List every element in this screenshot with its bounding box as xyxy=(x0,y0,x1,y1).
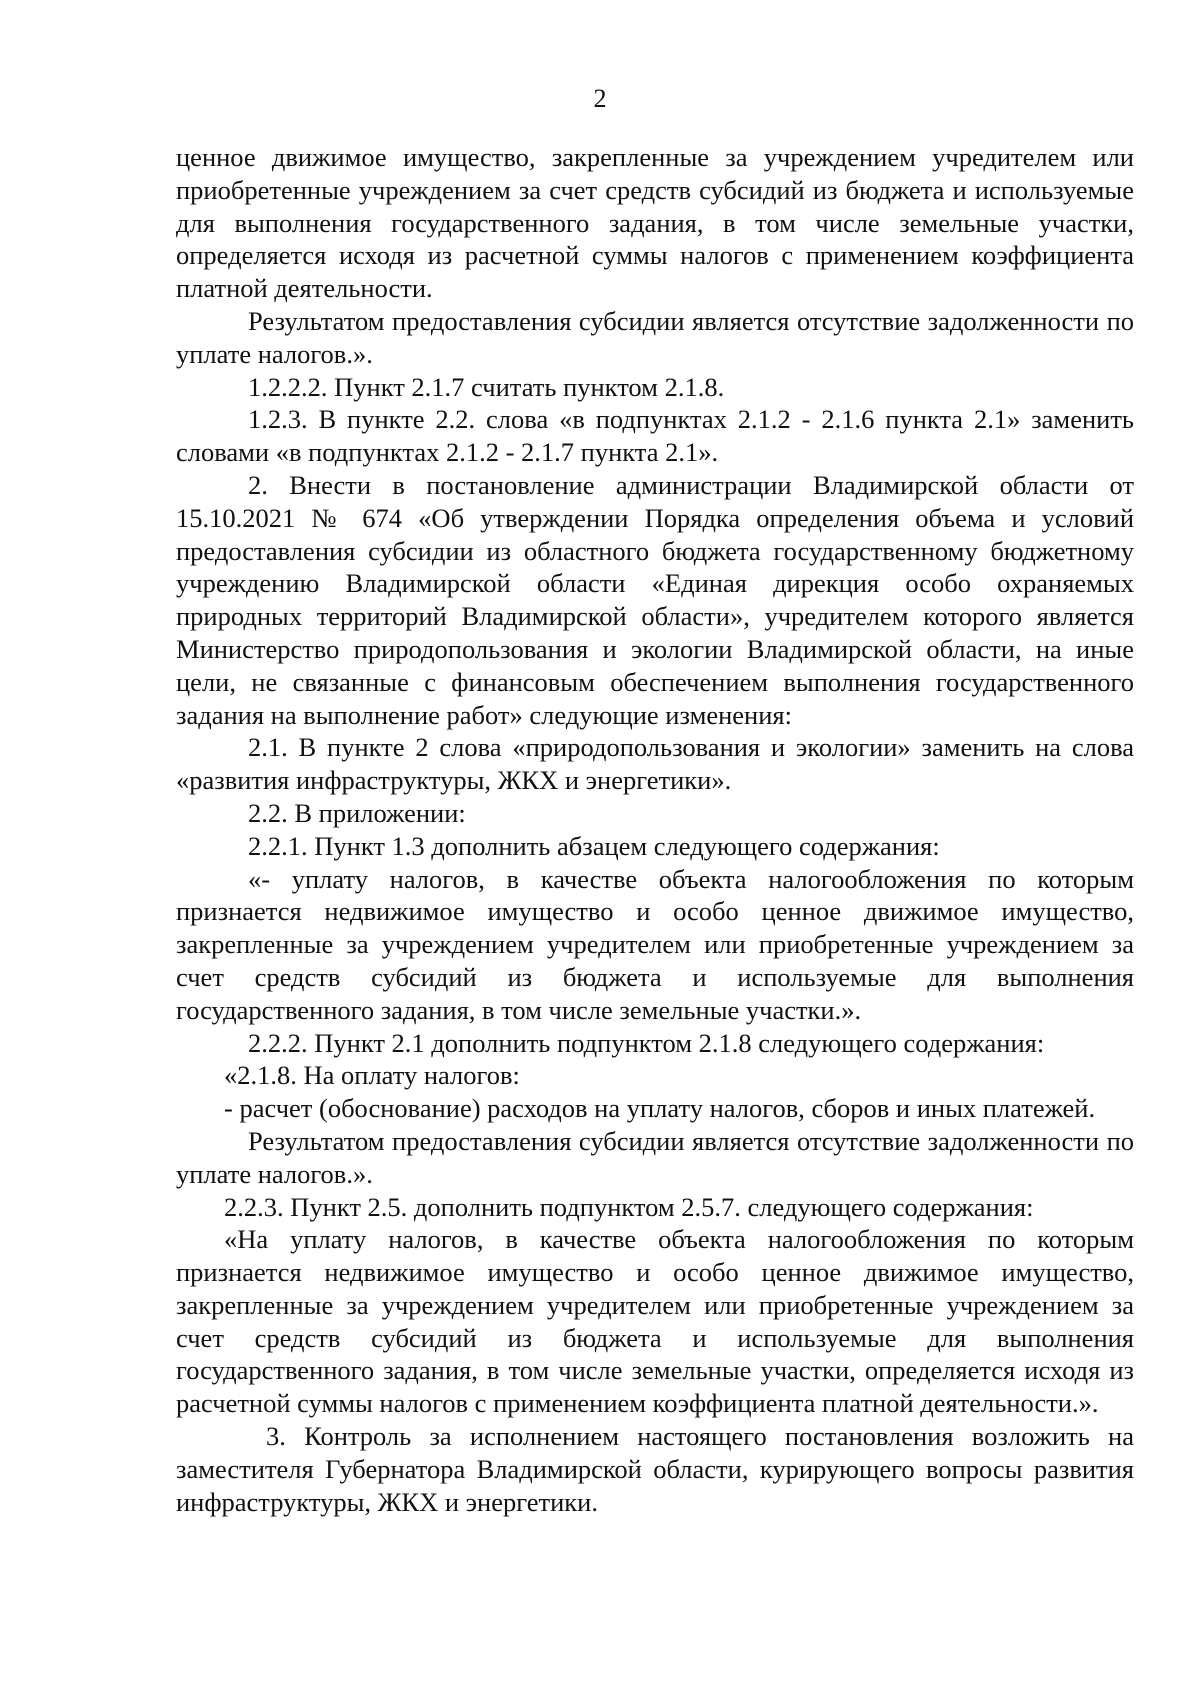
paragraph-2-2-1: 2.2.1. Пункт 1.3 дополнить абзацем следующего содержания: xyxy=(248,830,940,861)
paragraph-calculation: - расчет (обоснование) расходов на уплату налогов, сборов и иных платежей. xyxy=(224,1093,1096,1124)
paragraph-2-2: 2.2. В приложении: xyxy=(248,797,466,828)
paragraph-1-2-2-2: 1.2.2.2. Пункт 2.1.7 считать пунктом 2.1.8. xyxy=(248,371,725,402)
paragraph-1-2-3: 1.2.3. В пункте 2.2. слова «в подпунктах 2.1.2 - 2.1.6 пункта 2.1» заменить словами «в подпунктах 2.1.2 - 2.1.7 пункта 2.1». xyxy=(176,404,1134,468)
paragraph-result-statement-2: Результатом предоставления субсидии является отсутствие задолженности по уплате налогов.». xyxy=(176,1125,1134,1189)
paragraph-3-control: 3. Контроль за исполнением настоящего постановления возложить на заместителя Губернатора Владимирской области, курирующего вопросы развития инфраструктуры, ЖКХ и энергетики. xyxy=(176,1421,1134,1517)
paragraph-continuation: ценное движимое имущество, закрепленные за учреждением учредителем или приобретенные учреждением за счет средств субсидий из бюджета и используемые для выполнения государственного задания, в том числе земельные участки, определяется исходя из расчетной суммы налогов с применением коэффициента платной деятельности. xyxy=(176,142,1134,304)
paragraph-2-2-2: 2.2.2. Пункт 2.1 дополнить подпунктом 2.1.8 следующего содержания: xyxy=(248,1027,1045,1058)
paragraph-2-1-8: «2.1.8. На оплату налогов: xyxy=(224,1060,520,1091)
document-body xyxy=(176,141,1134,1518)
paragraph-quote-2-5-7: «На уплату налогов, в качестве объекта налогообложения по которым признается недвижимое имущество и особо ценное движимое имущество, закрепленные за учреждением учредителем или приобретенные учреждением за счет средств субсидий из бюджета и используемые для выполнения государственного задания, в том числе земельные участки, определяется исходя из расчетной суммы налогов с применением коэффициента платной деятельности.». xyxy=(176,1224,1134,1419)
paragraph-quote-tax-payment: «- уплату налогов, в качестве объекта налогообложения по которым признается недвижимое имущество и особо ценное движимое имущество, закрепленные за учреждением учредителем или приобретенные учреждением за счет средств субсидий из бюджета и используемые для выполнения государственного задания, в том числе земельные участки.». xyxy=(176,863,1134,1025)
paragraph-result-statement: Результатом предоставления субсидии является отсутствие задолженности по уплате налогов.». xyxy=(176,305,1134,369)
paragraph-2: 2. Внести в постановление администрации Владимирской области от 15.10.2021 № 674 «Об утверждении Порядка определения объема и условий предоставления субсидии из областного бюджета государственному бюджетному учреждению Владимирской области «Единая дирекция особо охраняемых природных территорий Владимирской области», учредителем которого является Министерство природопользования и экологии Владимирской области, на иные цели, не связанные с финансовым обеспечением выполнения государственного задания на выполнение работ» следующие изменения: xyxy=(176,469,1134,730)
page-number: 2 xyxy=(593,84,607,113)
paragraph-2-2-3: 2.2.3. Пункт 2.5. дополнить подпунктом 2.5.7. следующего содержания: xyxy=(224,1191,1034,1222)
paragraph-2-1: 2.1. В пункте 2 слова «природопользования и экологии» заменить на слова «развития инфраструктуры, ЖКХ и энергетики». xyxy=(176,732,1134,796)
